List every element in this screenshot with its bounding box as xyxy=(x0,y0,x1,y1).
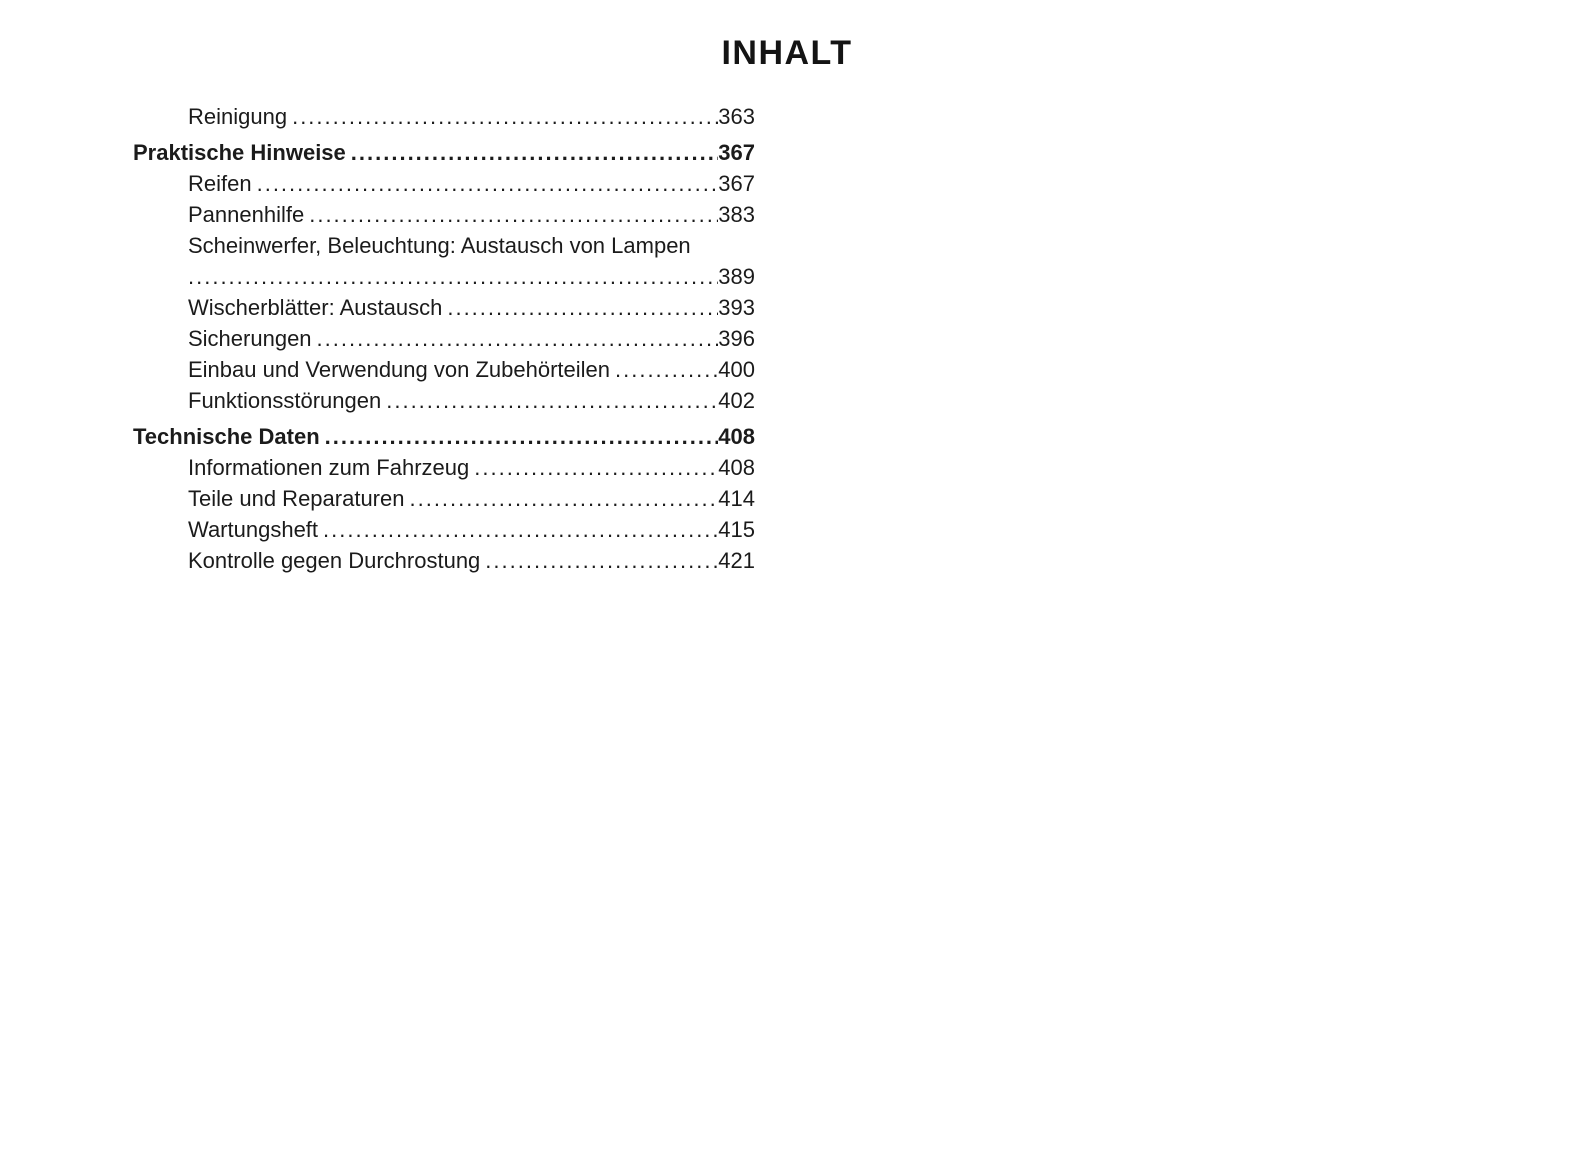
dot-leader xyxy=(323,514,718,545)
toc-page-number: 363 xyxy=(718,104,755,129)
dot-leader xyxy=(615,354,718,385)
toc-entry-label: Wischerblätter: Austausch xyxy=(188,295,443,320)
toc-entry xyxy=(133,514,755,545)
dot-leader xyxy=(351,137,719,168)
toc-entry xyxy=(133,230,755,261)
toc-entry-label: Technische Daten xyxy=(133,424,320,449)
toc-entry xyxy=(133,101,755,132)
toc-page-number: 389 xyxy=(718,264,755,289)
table-of-contents xyxy=(133,101,755,576)
toc-page-number: 408 xyxy=(718,424,755,449)
toc-entry xyxy=(133,452,755,483)
toc-entry-label: Informationen zum Fahrzeug xyxy=(188,455,470,480)
toc-entry xyxy=(133,483,755,514)
dot-leader xyxy=(325,421,719,452)
toc-entry xyxy=(133,323,755,354)
dot-leader xyxy=(317,323,719,354)
toc-page-number: 367 xyxy=(718,171,755,196)
toc-entry-label: Kontrolle gegen Durchrostung xyxy=(188,548,481,573)
dot-leader xyxy=(386,385,718,416)
toc-page-number: 421 xyxy=(718,548,755,573)
dot-leader xyxy=(447,292,718,323)
toc-page-number: 414 xyxy=(718,486,755,511)
toc-entry xyxy=(133,385,755,416)
toc-entry xyxy=(133,545,755,576)
toc-entry xyxy=(133,354,755,385)
toc-page-number: 415 xyxy=(718,517,755,542)
toc-page-number: 393 xyxy=(718,295,755,320)
toc-entry-continuation xyxy=(133,261,755,292)
toc-entry-label: Sicherungen xyxy=(188,326,312,351)
toc-entry-label: Funktionsstörungen xyxy=(188,388,382,413)
toc-page-number: 402 xyxy=(718,388,755,413)
toc-entry xyxy=(133,199,755,230)
dot-leader xyxy=(474,452,718,483)
toc-entry xyxy=(133,421,755,452)
toc-entry xyxy=(133,168,755,199)
toc-page-number: 367 xyxy=(718,140,755,165)
toc-entry-label: Scheinwerfer, Beleuchtung: Austausch von Lampen xyxy=(188,233,691,258)
toc-entry-label: Einbau und Verwendung von Zubehörteilen xyxy=(188,357,610,382)
toc-page-number: 400 xyxy=(718,357,755,382)
toc-entry-label: Teile und Reparaturen xyxy=(188,486,405,511)
dot-leader xyxy=(485,545,718,576)
toc-entry-label: Pannenhilfe xyxy=(188,202,305,227)
dot-leader xyxy=(309,199,718,230)
dot-leader xyxy=(409,483,718,514)
toc-entry-label: Wartungsheft xyxy=(188,517,319,542)
toc-entry-label: Reinigung xyxy=(188,104,288,129)
page-title: INHALT xyxy=(721,34,853,72)
toc-entry-label: Praktische Hinweise xyxy=(133,140,346,165)
toc-entry xyxy=(133,292,755,323)
toc-entry xyxy=(133,137,755,168)
dot-leader xyxy=(292,101,718,132)
toc-page-number: 408 xyxy=(718,455,755,480)
dot-leader xyxy=(257,168,719,199)
dot-leader xyxy=(188,261,718,292)
toc-page-number: 383 xyxy=(718,202,755,227)
toc-entry-label: Reifen xyxy=(188,171,252,196)
toc-page-number: 396 xyxy=(718,326,755,351)
